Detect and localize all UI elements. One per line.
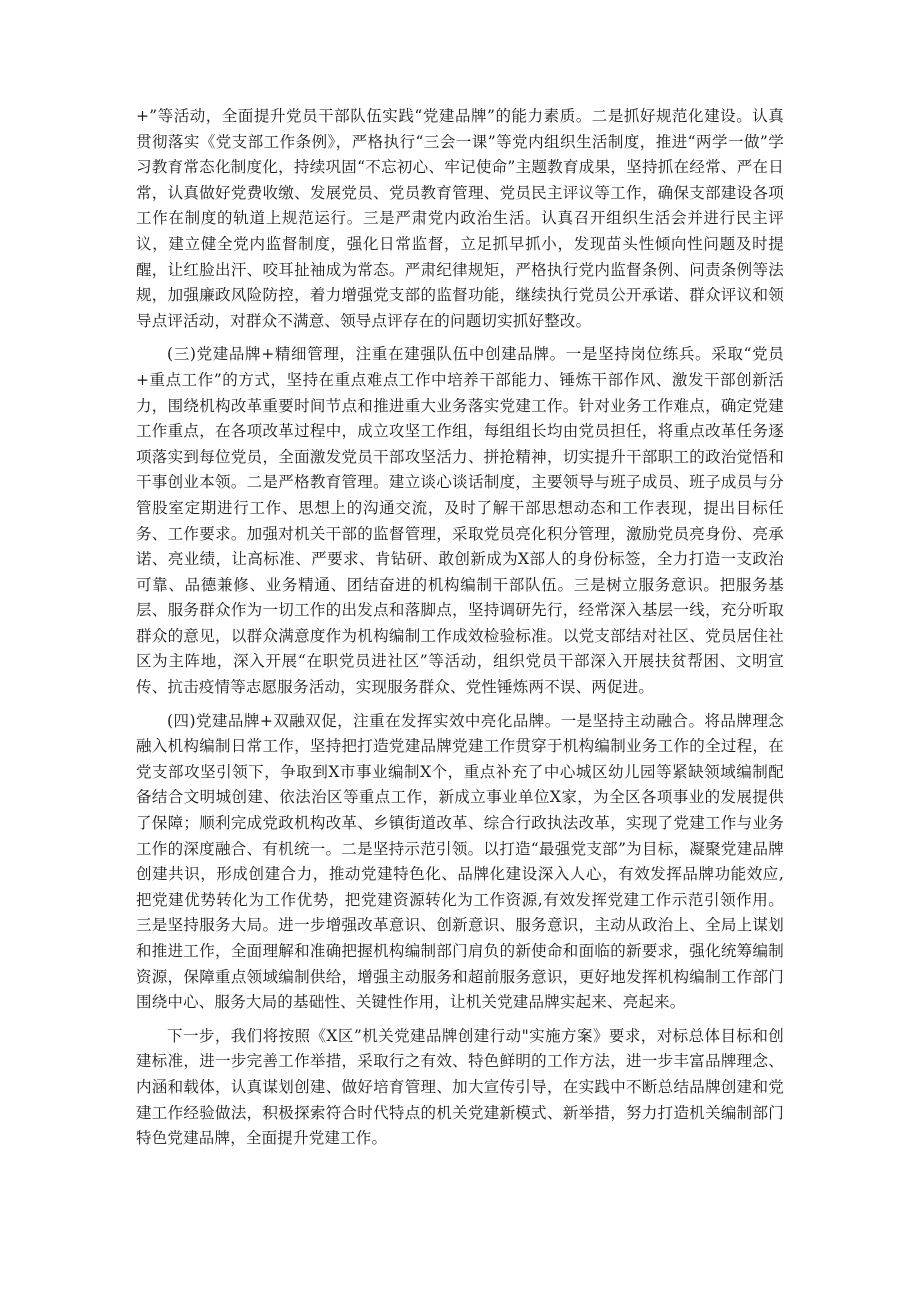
paragraph-section-three: (三)党建品牌+精细管理，注重在建强队伍中创建品牌。一是坚持岗位练兵。采取“党员+重点工作”的方式，坚持在重点难点工作中培养干部能力、锤炼干部作风、激发干部创新活力，围绕机构改革重要时间节点和推进重大业务落实党建工作。针对业务工作难点，确定党建工作重点，在各项改革过程中，成立攻坚工作组，每组组长均由党员担任，将重点改革任务逐项落实到每位党员，全面激发党员干部攻坚活力、拼抢精神，切实提升干部职工的政治觉悟和干事创业本领。二是严格教育管理。建立谈心谈话制度，主要领导与班子成员、班子成员与分管股室定期进行工作、思想上的沟通交流，及时了解干部思想动态和工作表现，提出目标任务、工作要求。加强对机关干部的监督管理，采取党员亮化积分管理，激励党员亮身份、亮承诺、亮业绩，让高标准、严要求、肯钻研、敢创新成为X部人的身份标签，全力打造一支政治可靠、品德兼修、业务精通、团结奋进的机构编制干部队伍。三是树立服务意识。把服务基层、服务群众作为一切工作的出发点和落脚点，坚持调研先行，经常深入基层一线，充分听取群众的意见，以群众满意度作为机构编制工作成效检验标准。以党支部结对社区、党员居住社区为主阵地，深入开展“在职党员进社区”等活动，组织党员干部深入开展扶贫帮困、文明宣传、抗击疫情等志愿服务活动，实现服务群众、党性锤炼两不误、两促进。	[136, 345, 784, 697]
document-body	[136, 104, 784, 1152]
paragraph-section-four: (四)党建品牌+双融双促，注重在发挥实效中亮化品牌。一是坚持主动融合。将品牌理念融入机构编制日常工作，坚持把打造党建品牌党建工作贯穿于机构编制业务工作的全过程，在党支部攻坚引领下，争取到X市事业编制X个，重点补充了中心城区幼儿园等紧缺领域编制配备结合文明城创建、依法治区等重点工作，新成立事业单位X家，为全区各项事业的发展提供了保障；顺利完成党政机构改革、乡镇街道改革、综合行政执法改革，实现了党建工作与业务工作的深度融合、有机统一。二是坚持示范引领。以打造“最强党支部”为目标，凝聚党建品牌创建共识，形成创建合力，推动党建特色化、品牌化建设深入人心，有效发挥品牌功能效应,把党建优势转化为工作优势，把党建资源转化为工作资源,有效发挥党建工作示范引领作用。三是坚持服务大局。进一步增强改革意识、创新意识、服务意识，主动从政治上、全局上谋划和推进工作，全面理解和准确把握机构编制部门肩负的新使命和面临的新要求，强化统筹编制资源，保障重点领域编制供给，增强主动服务和超前服务意识，更好地发挥机构编制工作部门围绕中心、服务大局的基础性、关键性作用，让机关党建品牌实起来、亮起来。	[136, 711, 784, 1012]
paragraph-continuation: +”等活动，全面提升党员干部队伍实践“党建品牌”的能力素质。二是抓好规范化建设。认真贯彻落实《党支部工作条例》，严格执行“三会一课”等党内组织生活制度，推进“两学一做”学习教育常态化制度化，持续巩固“不忘初心、牢记使命”主题教育成果，坚持抓在经常、严在日常，认真做好党费收缴、发展党员、党员教育管理、党员民主评议等工作，确保支部建设各项工作在制度的轨道上规范运行。三是严肃党内政治生活。认真召开组织生活会并进行民主评议，建立健全党内监督制度，强化日常监督，立足抓早抓小，发现苗头性倾向性问题及时提醒，让红脸出汗、咬耳扯袖成为常态。严肃纪律规矩，严格执行党内监督条例、问责条例等法规，加强廉政风险防控，着力增强党支部的监督功能，继续执行党员公开承诺、群众评议和领导点评活动，对群众不满意、领导点评存在的问题切实抓好整改。	[136, 107, 784, 330]
paragraph-next-steps: 下一步，我们将按照《X区”机关党建品牌创建行动"实施方案》要求，对标总体目标和创建标准，进一步完善工作举措，采取行之有效、特色鲜明的工作方法，进一步丰富品牌理念、内涵和载体，认真谋划创建、做好培育管理、加大宣传引导，在实践中不断总结品牌创建和党建工作经验做法，积极探索符合时代特点的机关党建新模式、新举措，努力打造机关编制部门特色党建品牌，全面提升党建工作。	[136, 1026, 784, 1148]
